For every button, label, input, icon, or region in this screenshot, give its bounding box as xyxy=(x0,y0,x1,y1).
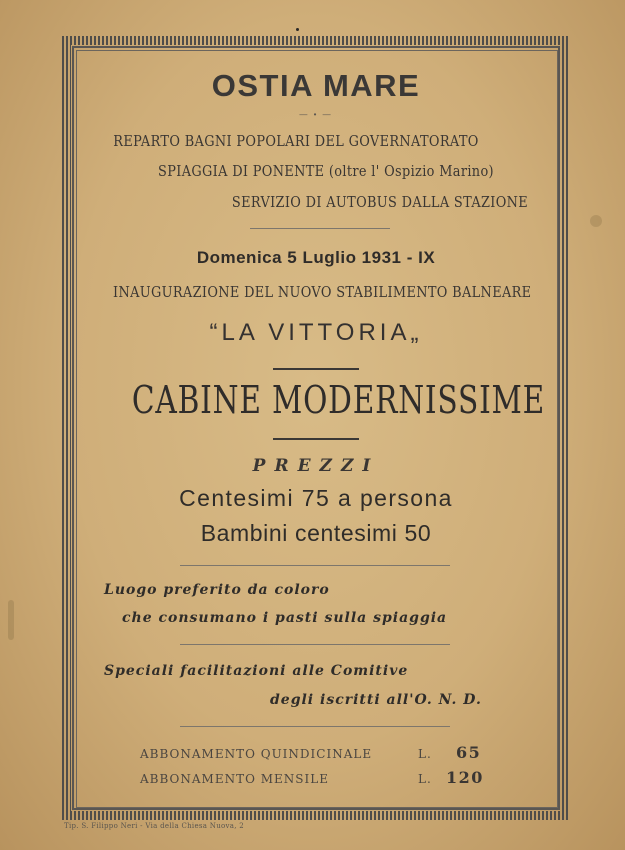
subscription-price: 65 xyxy=(456,743,482,762)
price-child: Bambini centesimi 50 xyxy=(200,520,432,546)
subscription-label: ABBONAMENTO MENSILE xyxy=(140,772,329,786)
price-adult: Centesimi 75 a persona xyxy=(179,485,453,511)
note-line-3: Speciali facilitazioni alle Comitive xyxy=(104,663,409,679)
title-ornament: — • — xyxy=(299,110,333,119)
separator xyxy=(180,644,450,645)
subscription-currency: L. xyxy=(418,772,432,786)
subscription-label: ABBONAMENTO QUINDICINALE xyxy=(140,747,373,761)
paper-stain xyxy=(8,600,14,640)
rule-top xyxy=(273,368,359,370)
establishment-name: “LA VITTORIA„ xyxy=(209,319,423,346)
subtitle-line-2: SPIAGGIA DI PONENTE (oltre l' Ospizio Marino) xyxy=(158,162,494,180)
subscription-currency: L. xyxy=(418,747,432,761)
prices-heading: PREZZI xyxy=(252,456,380,476)
printer-credit: Tip. S. Filippo Neri - Via della Chiesa Nuova, 2 xyxy=(64,822,245,830)
rule-bottom xyxy=(273,438,359,440)
subtitle-line-3: SERVIZIO DI AUTOBUS DALLA STAZIONE xyxy=(231,193,529,211)
headline: CABINE MODERNISSIME xyxy=(131,378,546,422)
separator xyxy=(250,228,390,229)
separator xyxy=(180,726,450,727)
separator xyxy=(180,565,450,566)
poster-content xyxy=(80,60,552,800)
poster-title: OSTIA MARE xyxy=(211,68,421,103)
event-date: Domenica 5 Luglio 1931 - IX xyxy=(196,248,436,267)
subtitle-line-1: REPARTO BAGNI POPOLARI DEL GOVERNATORATO xyxy=(113,132,479,150)
note-line-4: degli iscritti all'O. N. D. xyxy=(270,692,482,708)
inauguration-text: INAUGURAZIONE DEL NUOVO STABILIMENTO BALNEARE xyxy=(113,283,532,301)
ink-dot xyxy=(296,28,299,31)
paper-stain xyxy=(590,215,602,227)
subscription-price: 120 xyxy=(446,768,484,787)
note-line-1: Luogo preferito da coloro xyxy=(104,582,330,598)
note-line-2: che consumano i pasti sulla spiaggia xyxy=(122,610,448,626)
